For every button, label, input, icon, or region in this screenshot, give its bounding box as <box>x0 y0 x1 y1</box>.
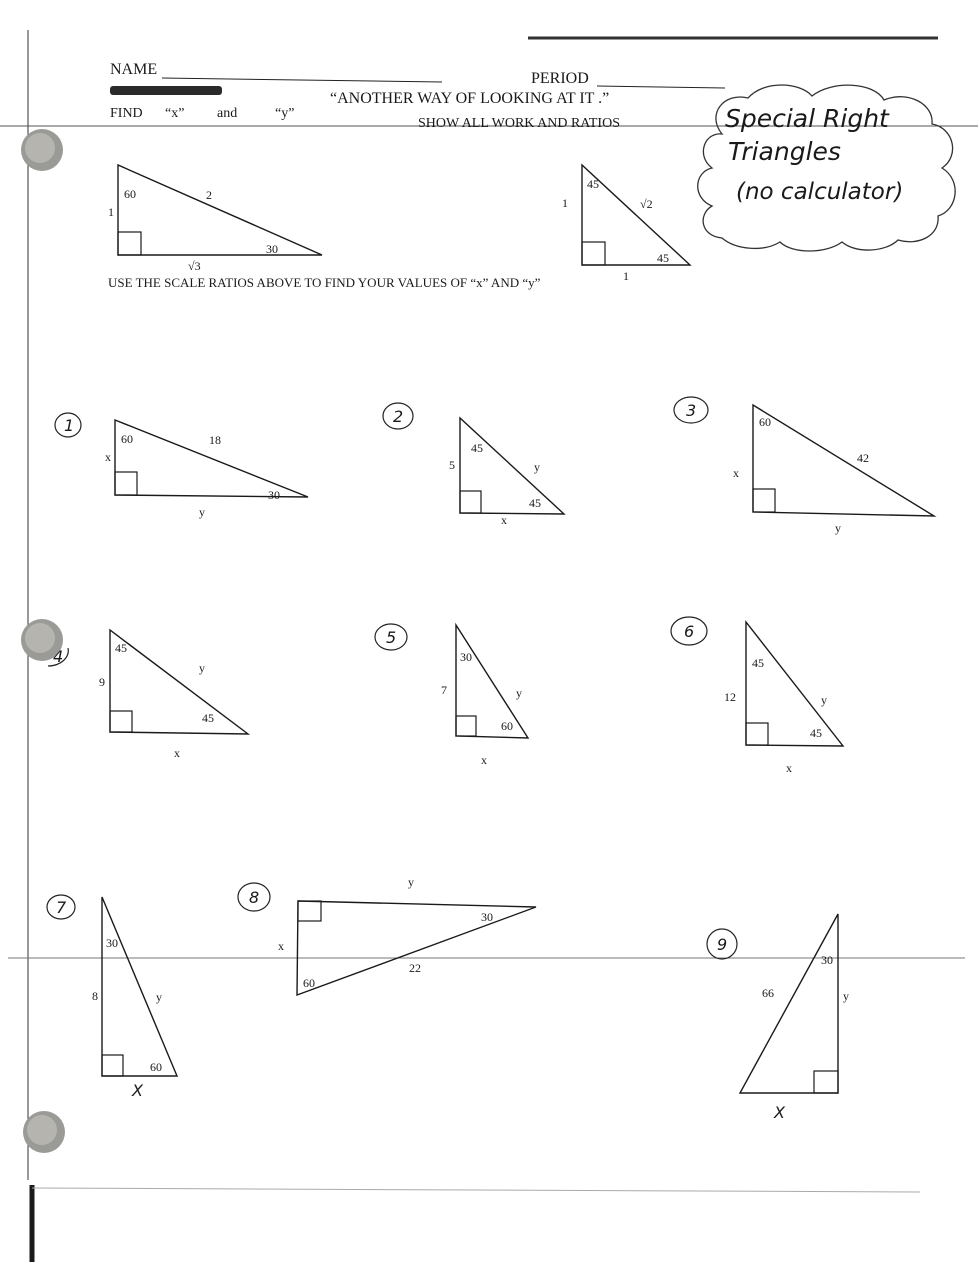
problem-9 <box>707 914 849 1122</box>
name-blank-line <box>162 78 442 82</box>
ref1-short-leg: 1 <box>108 205 114 219</box>
name-label: NAME <box>110 61 158 78</box>
p9-angle-30: 30 <box>821 953 833 967</box>
p8-hypotenuse: 22 <box>409 961 421 975</box>
problem-4-number: 4 <box>53 647 64 666</box>
p3-y: y <box>835 521 841 535</box>
problem-6-number: 6 <box>684 622 695 641</box>
redacted-name-mark <box>110 86 222 95</box>
find-y-label: “y” <box>275 106 295 121</box>
cloud-note-line2: Triangles <box>728 137 841 166</box>
cloud-note-line3: (no calculator) <box>736 179 904 205</box>
problem-5-number: 5 <box>386 628 397 647</box>
p6-leg-12: 12 <box>724 690 736 704</box>
p2-angle-45-bottom: 45 <box>529 496 541 510</box>
show-work-instruction: SHOW ALL WORK AND RATIOS <box>418 116 620 131</box>
problem-1-number: 1 <box>64 416 75 435</box>
find-and-label: and <box>217 106 238 121</box>
ref2-angle-45-top: 45 <box>587 177 599 191</box>
bottom-rule <box>32 1188 920 1192</box>
p7-leg-8: 8 <box>92 989 98 1003</box>
p4-x: x <box>174 746 180 760</box>
p4-leg-9: 9 <box>99 675 105 689</box>
p6-y: y <box>821 693 827 707</box>
p5-angle-60: 60 <box>501 719 513 733</box>
p1-x: x <box>105 450 111 464</box>
problem-8 <box>238 875 536 995</box>
p2-angle-45-top: 45 <box>471 441 483 455</box>
ref2-hypotenuse: √2 <box>640 197 653 211</box>
p6-angle-45-bottom: 45 <box>810 726 822 740</box>
reference-triangle-45-45-90 <box>562 165 690 283</box>
p1-angle-30: 30 <box>268 488 280 502</box>
problem-2 <box>383 403 564 527</box>
p9-hypotenuse: 66 <box>762 986 774 1000</box>
p2-y: y <box>534 460 540 474</box>
p1-hypotenuse: 18 <box>209 433 221 447</box>
ref1-angle-30: 30 <box>266 242 278 256</box>
p5-x: x <box>481 753 487 767</box>
ref1-angle-60: 60 <box>124 187 136 201</box>
p3-hypotenuse: 42 <box>857 451 869 465</box>
binder-hole-bottom <box>23 1111 65 1153</box>
find-label: FIND <box>110 106 143 121</box>
p8-y: y <box>408 875 414 889</box>
problem-6 <box>671 617 843 775</box>
p9-y: y <box>843 989 849 1003</box>
p7-angle-30: 30 <box>106 936 118 950</box>
worksheet-subtitle: “ANOTHER WAY OF LOOKING AT IT .” <box>330 90 610 107</box>
problem-2-number: 2 <box>393 407 404 426</box>
find-x-label: “x” <box>165 106 185 121</box>
ref2-horizontal-leg: 1 <box>623 269 629 283</box>
p6-angle-45-top: 45 <box>752 656 764 670</box>
p8-angle-30: 30 <box>481 910 493 924</box>
problem-4 <box>48 630 248 760</box>
period-label: PERIOD <box>531 70 589 87</box>
p8-x: x <box>278 939 284 953</box>
p2-leg-5: 5 <box>449 458 455 472</box>
ref2-vertical-leg: 1 <box>562 196 568 210</box>
p5-leg-7: 7 <box>441 683 447 697</box>
reference-triangle-30-60-90 <box>108 165 322 273</box>
problem-7-number: 7 <box>56 898 67 917</box>
cloud-note-line1: Special Right <box>725 104 889 133</box>
binder-hole-top <box>21 129 63 171</box>
period-blank-line <box>597 86 725 88</box>
p4-angle-45-top: 45 <box>115 641 127 655</box>
ref2-angle-45-bottom: 45 <box>657 251 669 265</box>
ref1-long-leg: √3 <box>188 259 201 273</box>
problem-8-number: 8 <box>249 888 260 907</box>
p3-angle-60: 60 <box>759 415 771 429</box>
problem-5 <box>375 624 528 767</box>
problem-7 <box>47 895 177 1100</box>
p2-x: x <box>501 513 507 527</box>
p7-x: X <box>132 1081 143 1100</box>
p5-y: y <box>516 686 522 700</box>
p7-y: y <box>156 990 162 1004</box>
p1-angle-60: 60 <box>121 432 133 446</box>
problem-1 <box>55 413 308 519</box>
problem-9-number: 9 <box>717 935 728 954</box>
p4-angle-45-bottom: 45 <box>202 711 214 725</box>
p9-x: X <box>774 1103 785 1122</box>
problem-3-number: 3 <box>686 401 697 420</box>
p8-angle-60: 60 <box>303 976 315 990</box>
instructions: USE THE SCALE RATIOS ABOVE TO FIND YOUR VALUES OF “x” AND “y” <box>108 275 541 290</box>
p5-angle-30: 30 <box>460 650 472 664</box>
p6-x: x <box>786 761 792 775</box>
p1-y: y <box>199 505 205 519</box>
ref1-hypotenuse: 2 <box>206 188 212 202</box>
p3-x: x <box>733 466 739 480</box>
problem-3 <box>674 397 934 535</box>
p4-y: y <box>199 661 205 675</box>
p7-angle-60: 60 <box>150 1060 162 1074</box>
